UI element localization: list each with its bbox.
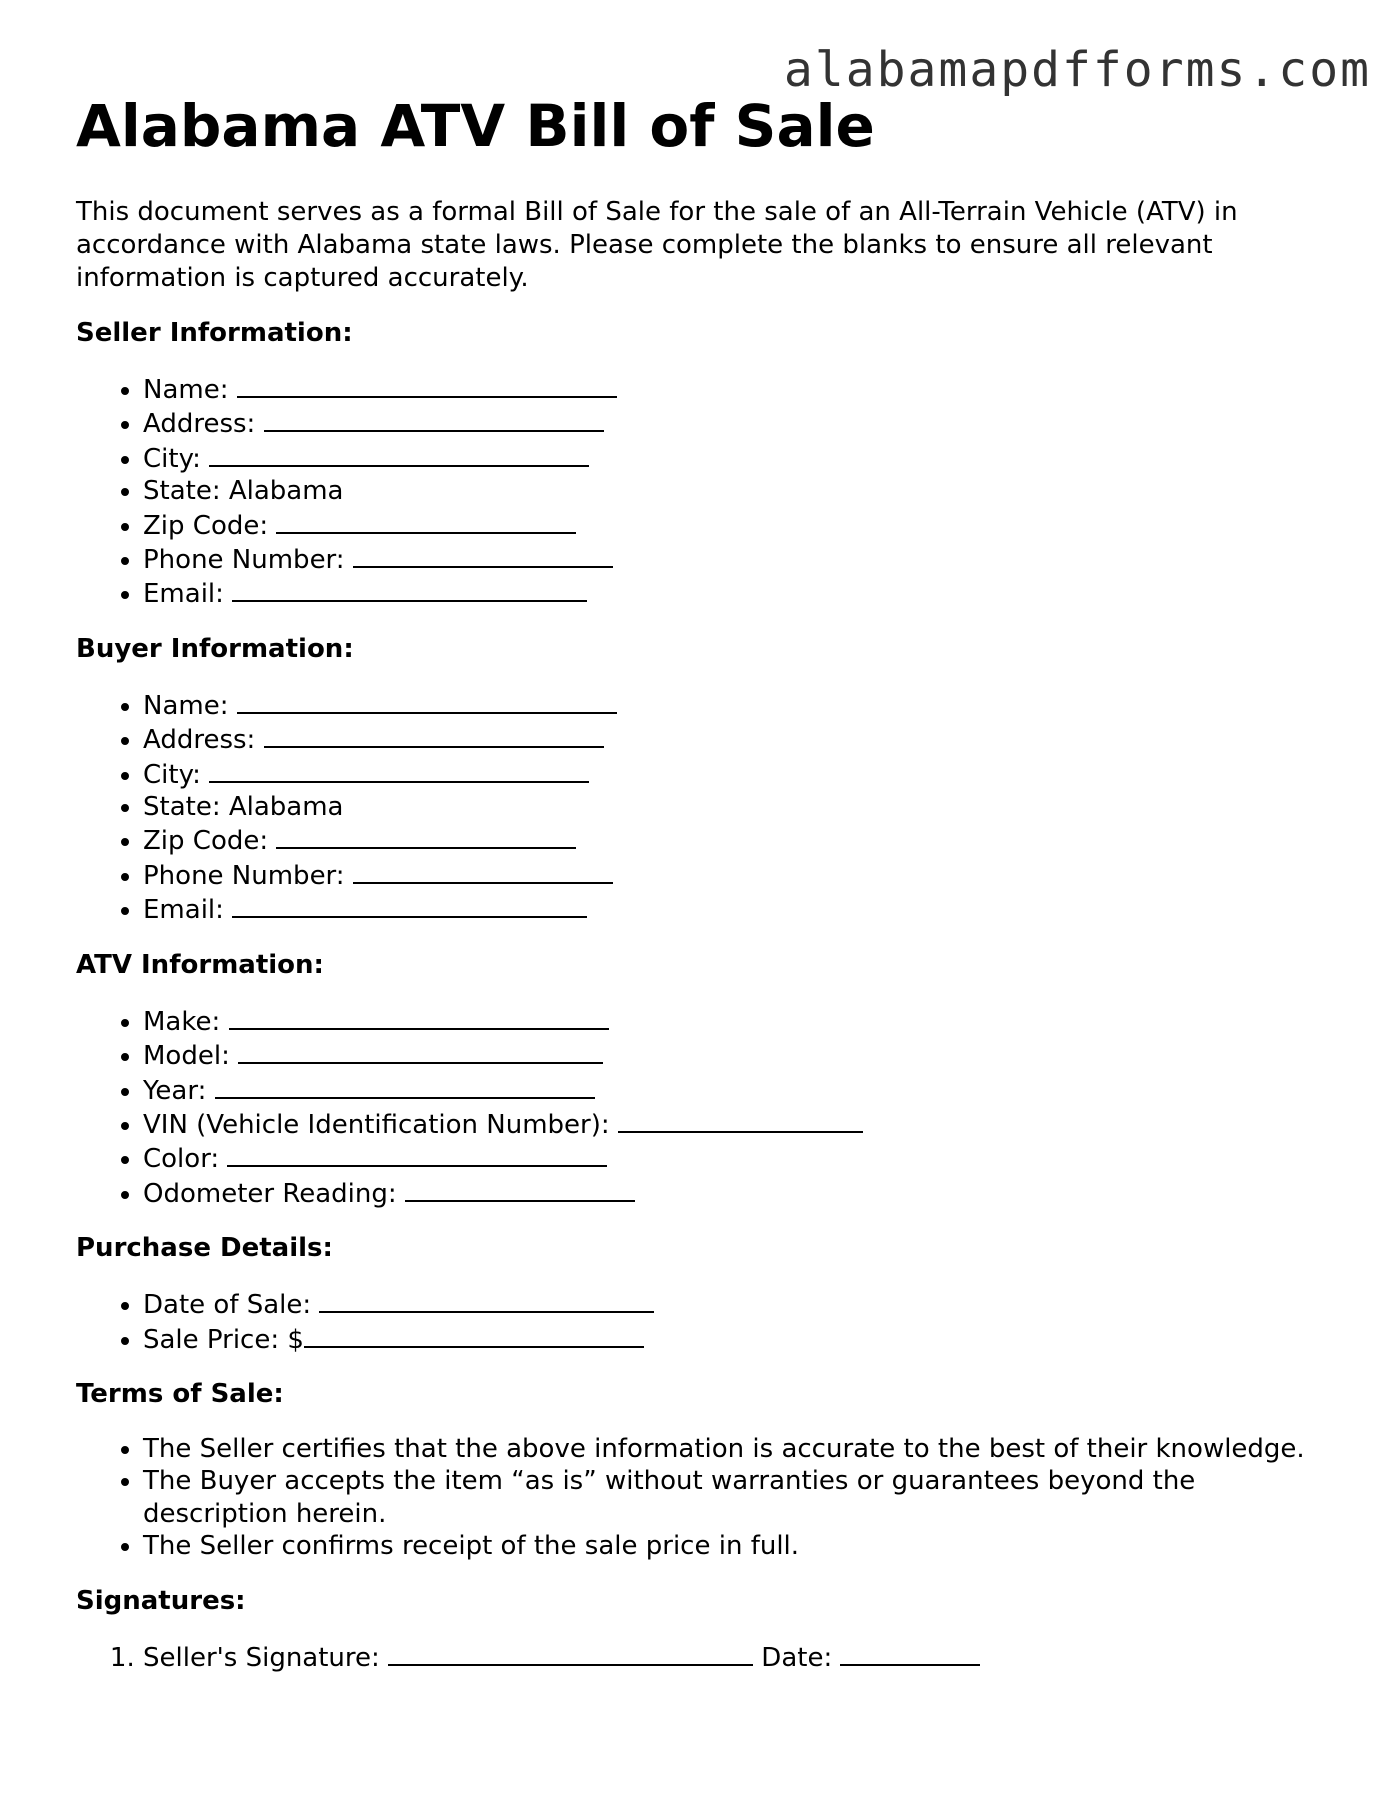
seller-zip-label: Zip Code:	[143, 510, 277, 541]
atv-list	[76, 1004, 1326, 1210]
buyer-list	[76, 688, 1326, 927]
seller-phone	[143, 542, 1326, 576]
atv-model	[143, 1038, 1326, 1072]
seller-state-label: State: Alabama	[143, 476, 344, 507]
atv-make-label: Make:	[143, 1006, 229, 1037]
atv-model-label: Model:	[143, 1041, 239, 1072]
terms-item: • The Buyer accepts the item “as is” without warranties or guarantees beyond the description herein.	[143, 1465, 1326, 1530]
seller-phone-label: Phone Number:	[143, 545, 353, 576]
buyer-phone	[143, 858, 1326, 892]
seller-list	[76, 372, 1326, 611]
buyer-city	[143, 757, 1326, 791]
document-body	[76, 196, 1326, 1696]
purchase-price	[143, 1322, 1326, 1356]
buyer-zip-field[interactable]	[276, 823, 576, 849]
seller-phone-field[interactable]	[353, 542, 613, 568]
buyer-email-label: Email:	[143, 895, 233, 926]
atv-color	[143, 1141, 1326, 1175]
buyer-address-field[interactable]	[264, 722, 604, 748]
atv-heading: ATV Information:	[76, 949, 324, 980]
signatures-heading: Signatures:	[76, 1585, 246, 1616]
seller-signature-field[interactable]	[388, 1640, 753, 1666]
seller-city	[143, 441, 1326, 475]
buyer-city-label: City:	[143, 759, 210, 790]
purchase-price-field[interactable]	[304, 1322, 644, 1348]
seller-address-label: Address:	[143, 409, 264, 440]
buyer-zip	[143, 823, 1326, 857]
seller-name-label: Name:	[143, 375, 237, 405]
atv-year-field[interactable]	[215, 1073, 595, 1099]
purchase-heading: Purchase Details:	[76, 1233, 333, 1264]
atv-year	[143, 1073, 1326, 1107]
seller-signature-label: Seller's Signature:	[143, 1642, 389, 1673]
atv-odometer-field[interactable]	[405, 1176, 635, 1202]
seller-city-label: City:	[143, 443, 210, 474]
seller-state	[143, 475, 1326, 507]
terms-list	[76, 1433, 1326, 1563]
atv-make-field[interactable]	[229, 1004, 609, 1030]
atv-color-field[interactable]	[227, 1141, 607, 1167]
terms-item: • The Seller certifies that the above information is accurate to the best of their knowledge.	[143, 1433, 1326, 1465]
seller-email	[143, 576, 1326, 610]
seller-name-field[interactable]	[237, 372, 617, 398]
atv-odometer-label: Odometer Reading:	[143, 1178, 405, 1209]
purchase-date	[143, 1287, 1326, 1321]
atv-color-label: Color:	[143, 1144, 228, 1175]
seller-email-label: Email:	[143, 579, 233, 610]
seller-address-field[interactable]	[264, 406, 604, 432]
buyer-email	[143, 892, 1326, 926]
site-watermark: alabamapdfforms.com	[783, 42, 1371, 98]
intro-paragraph: This document serves as a formal Bill of Sale for the sale of an All-Terrain Vehicle (ATV) in accordance with Alabama state laws. Please complete the blanks to ensure all relevant information is captured accurately.	[76, 197, 1238, 293]
atv-make	[143, 1004, 1326, 1038]
buyer-address	[143, 722, 1326, 756]
seller-signature-date-label: Date:	[753, 1642, 841, 1673]
signatures-list	[76, 1640, 1326, 1674]
buyer-phone-label: Phone Number:	[143, 860, 353, 891]
buyer-state-label: State: Alabama	[143, 792, 344, 823]
buyer-zip-label: Zip Code:	[143, 826, 277, 857]
purchase-date-field[interactable]	[319, 1287, 654, 1313]
seller-address	[143, 406, 1326, 440]
buyer-city-field[interactable]	[209, 757, 589, 783]
terms-heading: Terms of Sale:	[76, 1378, 284, 1409]
seller-email-field[interactable]	[232, 576, 587, 602]
purchase-price-label: Sale Price: $	[143, 1324, 304, 1355]
seller-city-field[interactable]	[209, 441, 589, 467]
atv-odometer	[143, 1176, 1326, 1210]
buyer-name-label: Name:	[143, 690, 237, 721]
buyer-heading: Buyer Information:	[76, 633, 354, 664]
terms-item: • The Seller confirms receipt of the sale price in full.	[143, 1530, 1326, 1562]
seller-name	[143, 372, 1326, 406]
purchase-list	[76, 1287, 1326, 1356]
purchase-date-label: Date of Sale:	[143, 1290, 320, 1321]
seller-signature-date-field[interactable]	[840, 1640, 980, 1666]
buyer-name	[143, 688, 1326, 722]
seller-heading: Seller Information:	[76, 318, 353, 348]
atv-year-label: Year:	[143, 1075, 215, 1106]
buyer-email-field[interactable]	[232, 892, 587, 918]
atv-model-field[interactable]	[238, 1038, 603, 1064]
seller-signature-row	[143, 1640, 1326, 1674]
page-title: Alabama ATV Bill of Sale	[76, 92, 875, 160]
buyer-state	[143, 791, 1326, 823]
atv-vin-label: VIN (Vehicle Identification Number):	[143, 1109, 618, 1140]
atv-vin-field[interactable]	[618, 1107, 863, 1133]
atv-vin	[143, 1107, 1326, 1141]
seller-zip-field[interactable]	[276, 508, 576, 534]
buyer-phone-field[interactable]	[353, 858, 613, 884]
buyer-address-label: Address:	[143, 725, 264, 756]
buyer-name-field[interactable]	[237, 688, 617, 714]
seller-zip	[143, 508, 1326, 542]
